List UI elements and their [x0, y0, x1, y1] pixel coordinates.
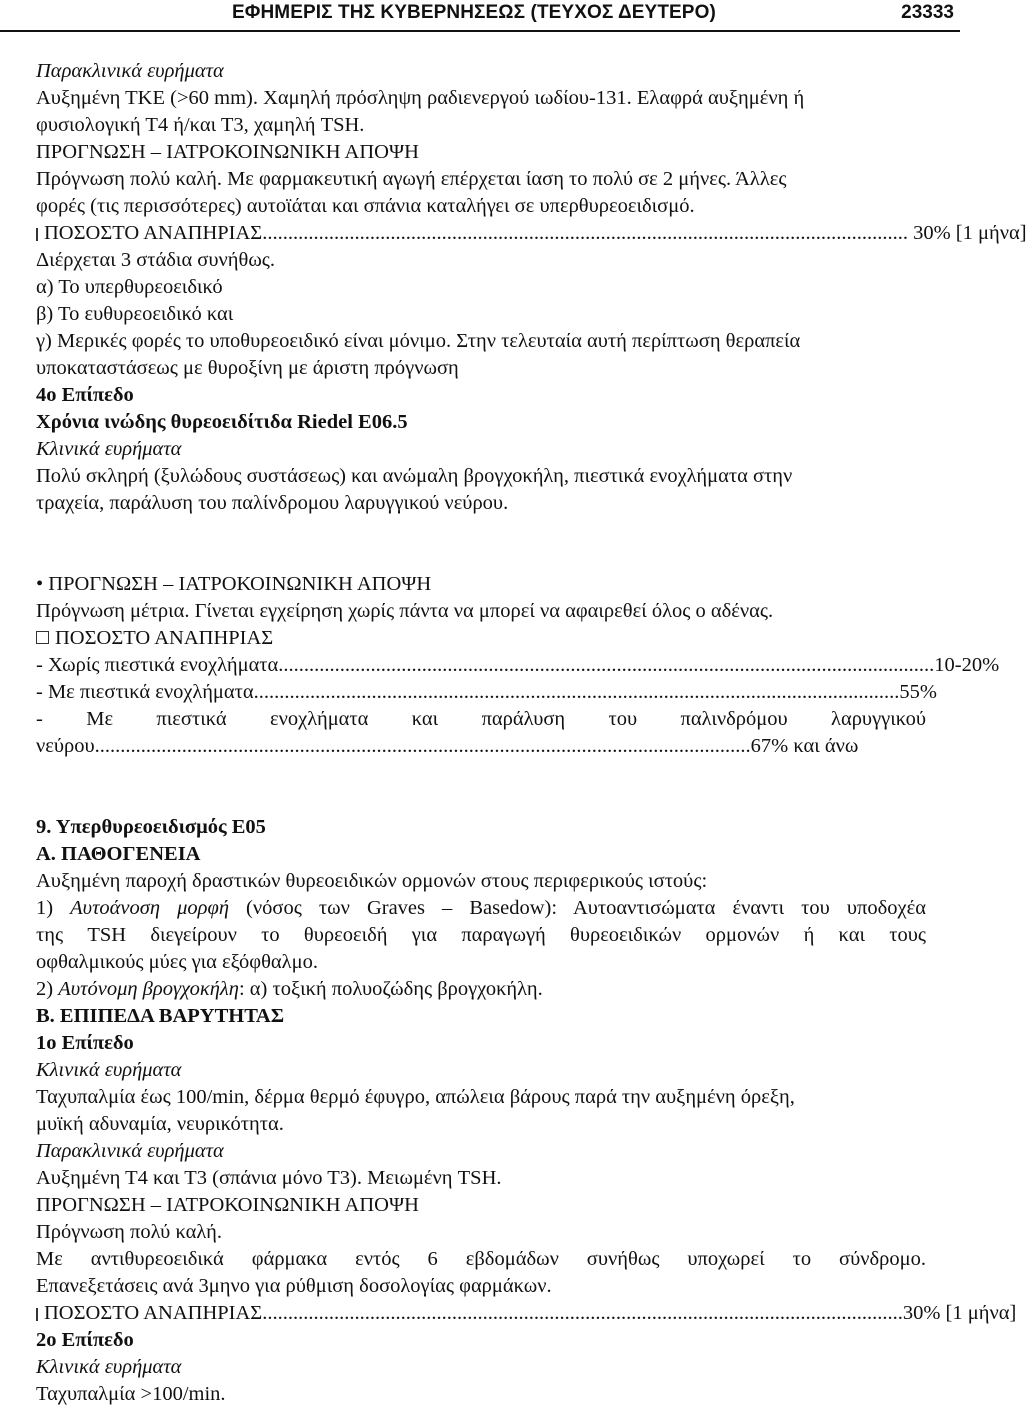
- prognosis-heading: ΠΡΟΓΝΩΣΗ – ΙΑΤΡΟΚΟΙΝΩΝΙΚΗ ΑΠΟΨΗ: [36, 1194, 419, 1216]
- paragraph-line: φυσιολογική Τ4 ή/και Τ3, χαμηλή TSH.: [36, 114, 365, 136]
- list-item: [36, 895, 926, 922]
- paragraph-line: μυϊκή αδυναμία, νευρικότητα.: [36, 1113, 284, 1135]
- item-number: 2): [36, 978, 59, 1000]
- leader-dots: .............................................................................................................................: [262, 222, 903, 244]
- prognosis-heading: ΠΡΟΓΝΩΣΗ – ΙΑΤΡΟΚΟΙΝΩΝΙΚΗ ΑΠΟΨΗ: [36, 141, 419, 163]
- disability-row: [36, 652, 1000, 679]
- clinical-findings-heading: Κλινικά ευρήματα: [36, 1059, 182, 1081]
- paragraph-line: της TSH διεγείρουν το θυρεοειδή για παραγωγή θυρεοειδικών ορμονών ή και τους: [36, 924, 926, 946]
- item-number: 1): [36, 897, 71, 919]
- paragraph-line: Διέρχεται 3 στάδια συνήθως.: [36, 249, 276, 271]
- paragraph-line: τραχεία, παράλυση του παλίνδρομου λαρυγγικού νεύρου.: [36, 492, 509, 514]
- disability-row: [36, 733, 859, 760]
- leader-dots: .............................................................................................................................: [278, 654, 919, 676]
- paragraph-line: Αυξημένη ΤΚΕ (>60 mm). Χαμηλή πρόσληψη ραδιενεργού ιωδίου-131. Ελαφρά αυξημένη ή: [36, 87, 805, 109]
- disability-value: . 30% [1 μήνα]: [902, 222, 1027, 244]
- level-heading: 2ο Επίπεδο: [36, 1329, 134, 1351]
- checkbox-icon: [36, 1308, 38, 1321]
- gazette-title: ΕΦΗΜΕΡΙΣ ΤΗΣ ΚΥΒΕΡΝΗΣΕΩΣ (ΤΕΥΧΟΣ ΔΕΥΤΕΡΟ): [232, 2, 716, 23]
- disability-label: ΠΟΣΟΣΤΟ ΑΝΑΠΗΡΙΑΣ: [44, 222, 263, 244]
- paragraph-line: Ταχυπαλμία >100/min.: [36, 1383, 226, 1405]
- paragraph-line: Επανεξετάσεις ανά 3μηνο για ρύθμιση δοσολογίας φαρμάκων.: [36, 1275, 552, 1297]
- disability-row: [36, 679, 937, 706]
- leader-dots: .............................................................................................................................: [94, 735, 736, 757]
- clinical-findings-heading: Κλινικά ευρήματα: [36, 1356, 182, 1378]
- row-value: .55%: [894, 681, 937, 703]
- page-number: 23333: [901, 2, 954, 23]
- prognosis-heading: • ΠΡΟΓΝΩΣΗ – ΙΑΤΡΟΚΟΙΝΩΝΙΚΗ ΑΠΟΨΗ: [36, 573, 432, 595]
- disability-row: - Με πιεστικά ενοχλήματα και παράλυση του παλινδρόμου λαρυγγικού: [36, 708, 926, 730]
- paragraph-line: Πρόγνωση πολύ καλή.: [36, 1221, 222, 1243]
- paragraph-line: Αυξημένη παροχή δραστικών θυρεοειδικών ορμονών στους περιφερικούς ιστούς:: [36, 870, 708, 892]
- row-label: - Χωρίς πιεστικά ενοχλήματα: [36, 654, 279, 676]
- row-label: νεύρου: [36, 735, 95, 757]
- chapter-title: 9. Υπερθυρεοειδισμός Ε05: [36, 816, 266, 838]
- lab-findings-heading: Παρακλινικά ευρήματα: [36, 1140, 224, 1162]
- paragraph-line: Πρόγνωση πολύ καλή. Με φαρμακευτική αγωγή επέρχεται ίαση το πολύ σε 2 μήνες. Άλλες: [36, 168, 787, 190]
- disability-value: 30% [1 μήνα]: [902, 1302, 1017, 1324]
- paragraph-line: Αυξημένη Τ4 και Τ3 (σπάνια μόνο Τ3). Μειωμένη TSH.: [36, 1167, 502, 1189]
- list-item: [36, 976, 926, 1003]
- item-term: Αυτοάνοση μορφή: [70, 897, 229, 919]
- stage-item: β) Το ευθυρεοειδικό και: [36, 303, 234, 325]
- paragraph-line: οφθαλμικούς μύες για εξόφθαλμο.: [36, 951, 318, 973]
- paragraph-line: Πρόγνωση μέτρια. Γίνεται εγχείρηση χωρίς πάντα να μπορεί να αφαιρεθεί όλος ο αδένας.: [36, 600, 774, 622]
- leader-dots: .............................................................................................................................: [253, 681, 895, 703]
- disability-rate-line: [36, 1300, 1017, 1327]
- row-value: ...10-20%: [918, 654, 1000, 676]
- paragraph-line: Ταχυπαλμία έως 100/min, δέρμα θερμό έφυγρο, απώλεια βάρους παρά την αυξημένη όρεξη,: [36, 1086, 795, 1108]
- paragraph-line: φορές (τις περισσότερες) αυτοϊάται και σπάνια καταλήγει σε υπερθυρεοειδισμό.: [36, 195, 695, 217]
- checkbox-icon: [36, 228, 38, 241]
- item-text: (νόσος των Graves – Basedow): Αυτοαντισώματα έναντι του υποδοχέα: [229, 897, 926, 919]
- paragraph-line: Πολύ σκληρή (ξυλώδους συστάσεως) και ανώμαλη βρογχοκήλη, πιεστικά ενοχλήματα στην: [36, 465, 793, 487]
- gazette-header: [0, 0, 960, 32]
- paragraph-line: Με αντιθυρεοειδικά φάρμακα εντός 6 εβδομάδων συνήθως υποχωρεί το σύνδρομο.: [36, 1248, 926, 1270]
- section-heading: Β. ΕΠΙΠΕΔΑ ΒΑΡΥΤΗΤΑΣ: [36, 1005, 285, 1027]
- document-body: [36, 58, 1027, 1408]
- clinical-findings-heading: Κλινικά ευρήματα: [36, 438, 182, 460]
- lab-findings-heading: Παρακλινικά ευρήματα: [36, 60, 224, 82]
- disability-rate-heading: [36, 625, 926, 652]
- item-term: Αυτόνομη βρογχοκήλη: [58, 978, 239, 1000]
- level-heading: 4ο Επίπεδο: [36, 384, 134, 406]
- stage-item: α) Το υπερθυρεοειδικό: [36, 276, 223, 298]
- row-value: ...67% και άνω: [735, 735, 859, 757]
- checkbox-icon: [36, 631, 49, 644]
- condition-title: Χρόνια ινώδης θυρεοειδίτιδα Riedel E06.5: [36, 411, 408, 433]
- disability-label: ΠΟΣΟΣΤΟ ΑΝΑΠΗΡΙΑΣ: [44, 1302, 263, 1324]
- section-heading: Α. ΠΑΘΟΓΕΝΕΙΑ: [36, 843, 201, 865]
- item-text: : α) τοξική πολυοζώδης βρογχοκήλη.: [238, 978, 543, 1000]
- leader-dots: .............................................................................................................................: [262, 1302, 903, 1324]
- disability-label: ΠΟΣΟΣΤΟ ΑΝΑΠΗΡΙΑΣ: [55, 627, 274, 649]
- disability-rate-line: [36, 220, 1027, 247]
- paragraph-line: υποκαταστάσεως με θυροξίνη με άριστη πρόγνωση: [36, 357, 459, 379]
- stage-item: γ) Μερικές φορές το υποθυρεοειδικό είναι μόνιμο. Στην τελευταία αυτή περίπτωση θεραπεία: [36, 330, 801, 352]
- row-label: - Με πιεστικά ενοχλήματα: [36, 681, 254, 703]
- level-heading: 1ο Επίπεδο: [36, 1032, 134, 1054]
